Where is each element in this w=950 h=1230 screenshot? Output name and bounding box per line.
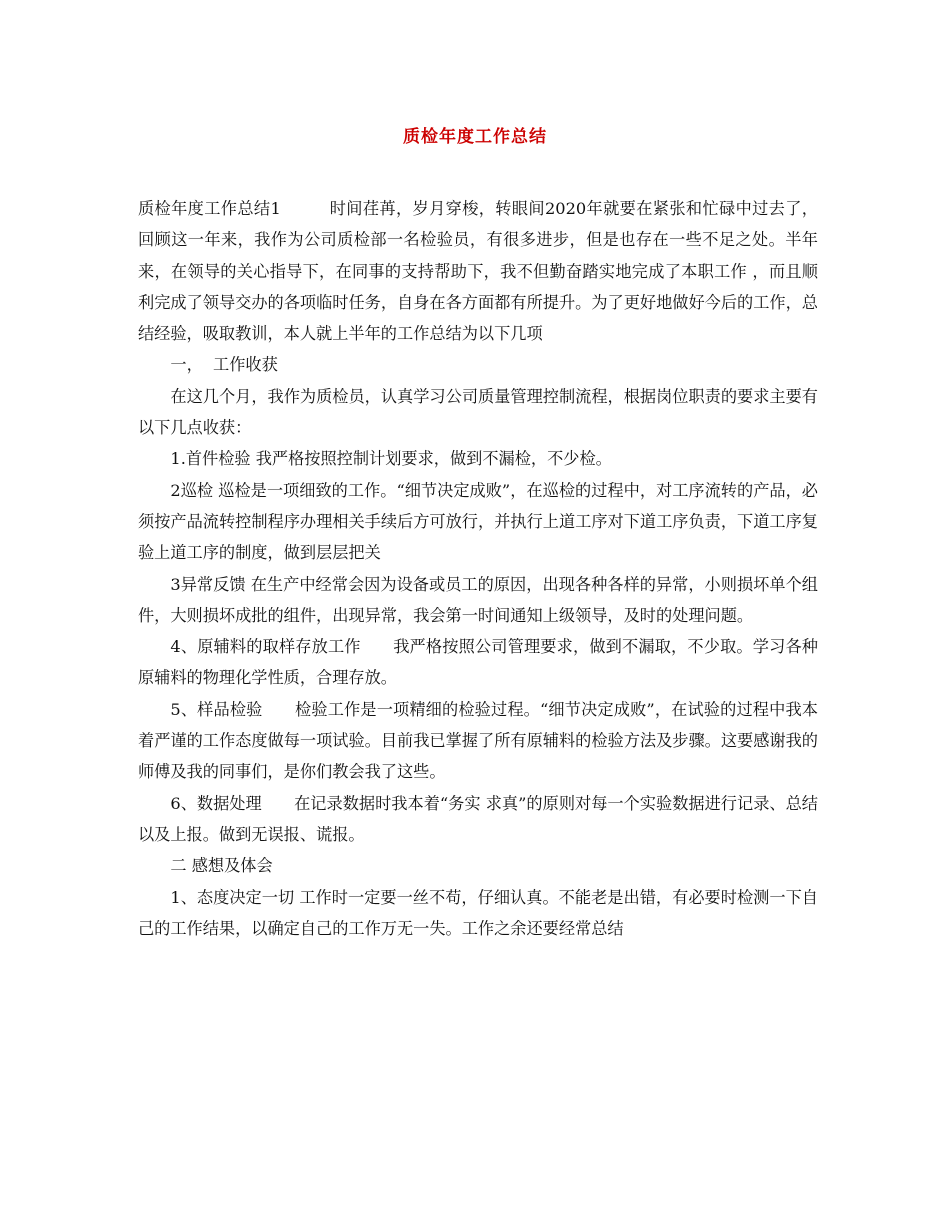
paragraph-intro [138, 193, 818, 349]
document-body [138, 193, 818, 944]
paragraph-text: 在记录数据时我本着“务实 求真”的原则对每一个实验数据进行记录、总结以及上报。做到无误报、谎报。 [138, 793, 818, 844]
paragraph-7 [138, 694, 818, 788]
paragraph-text: 检验工作是一项精细的检验过程。“细节决定成败”，在试验的过程中我本着严谨的工作态度做每一项试验。目前我已掌握了所有原辅料的检验方法及步骤。这要感谢我的师傅及我的同事们，是你们教会我了这些。 [138, 699, 818, 782]
paragraph-6 [138, 631, 818, 694]
paragraph-text: 我严格按照公司管理要求，做到不漏取，不少取。学习各种原辅料的物理化学性质，合理存放。 [138, 637, 818, 688]
paragraph-2: 在这几个月，我作为质检员，认真学习公司质量管理控制流程，根据岗位职责的要求主要有以下几点收获： [138, 386, 818, 438]
document-title: 质检年度工作总结 [403, 127, 547, 147]
paragraph-lead: 质检年度工作总结1 [138, 199, 281, 218]
paragraph-8 [138, 788, 818, 851]
paragraph-text: 时间荏苒，岁月穿梭，转眼间2020年就要在紧张和忙碌中过去了，回顾这一年来，我作为公司质检部一名检验员，有很多进步，但是也存在一些不足之处。半年来，在领导的关心指导下，在同事的支持帮助下，我不但勤奋踏实地完成了本职工作 ，而且顺利完成了领导交办的各项临时任务，自身在各方面都有所提升。为了更好地做好今后的工作，总结经验，吸取教训，本人就上半年的工作总结为以下几项 [138, 199, 818, 344]
paragraph-lead: 4、原辅料的取样存放工作 [170, 637, 361, 657]
paragraph-3: 1.首件检验 我严格按照控制计划要求，做到不漏检，不少检。 [170, 449, 612, 469]
paragraph-5: 3异常反馈 在生产中经常会因为设备或员工的原因，出现各种各样的异常，小则损坏单个组件，大则损坏成批的组件，出现异常，我会第一时间通知上级领导，及时的处理问题。 [138, 574, 818, 625]
section-heading-2: 二 感想及体会 [170, 856, 273, 876]
paragraph-lead: 6、数据处理 [170, 793, 262, 813]
paragraph-4: 2巡检 巡检是一项细致的工作。“细节决定成败”，在巡检的过程中，对工序流转的产品，必须按产品流转控制程序办理相关手续后方可放行，并执行上道工序对下道工序负责，下道工序复验上道工序的制度，做到层层把关 [138, 480, 818, 563]
section-heading-1: 一， 工作收获 [170, 355, 278, 375]
paragraph-lead: 5、样品检验 [170, 699, 263, 719]
paragraph-9: 1、态度决定一切 工作时一定要一丝不苟，仔细认真。不能老是出错，有必要时检测一下自己的工作结果，以确定自己的工作万无一失。工作之余还要经常总结 [138, 887, 818, 938]
